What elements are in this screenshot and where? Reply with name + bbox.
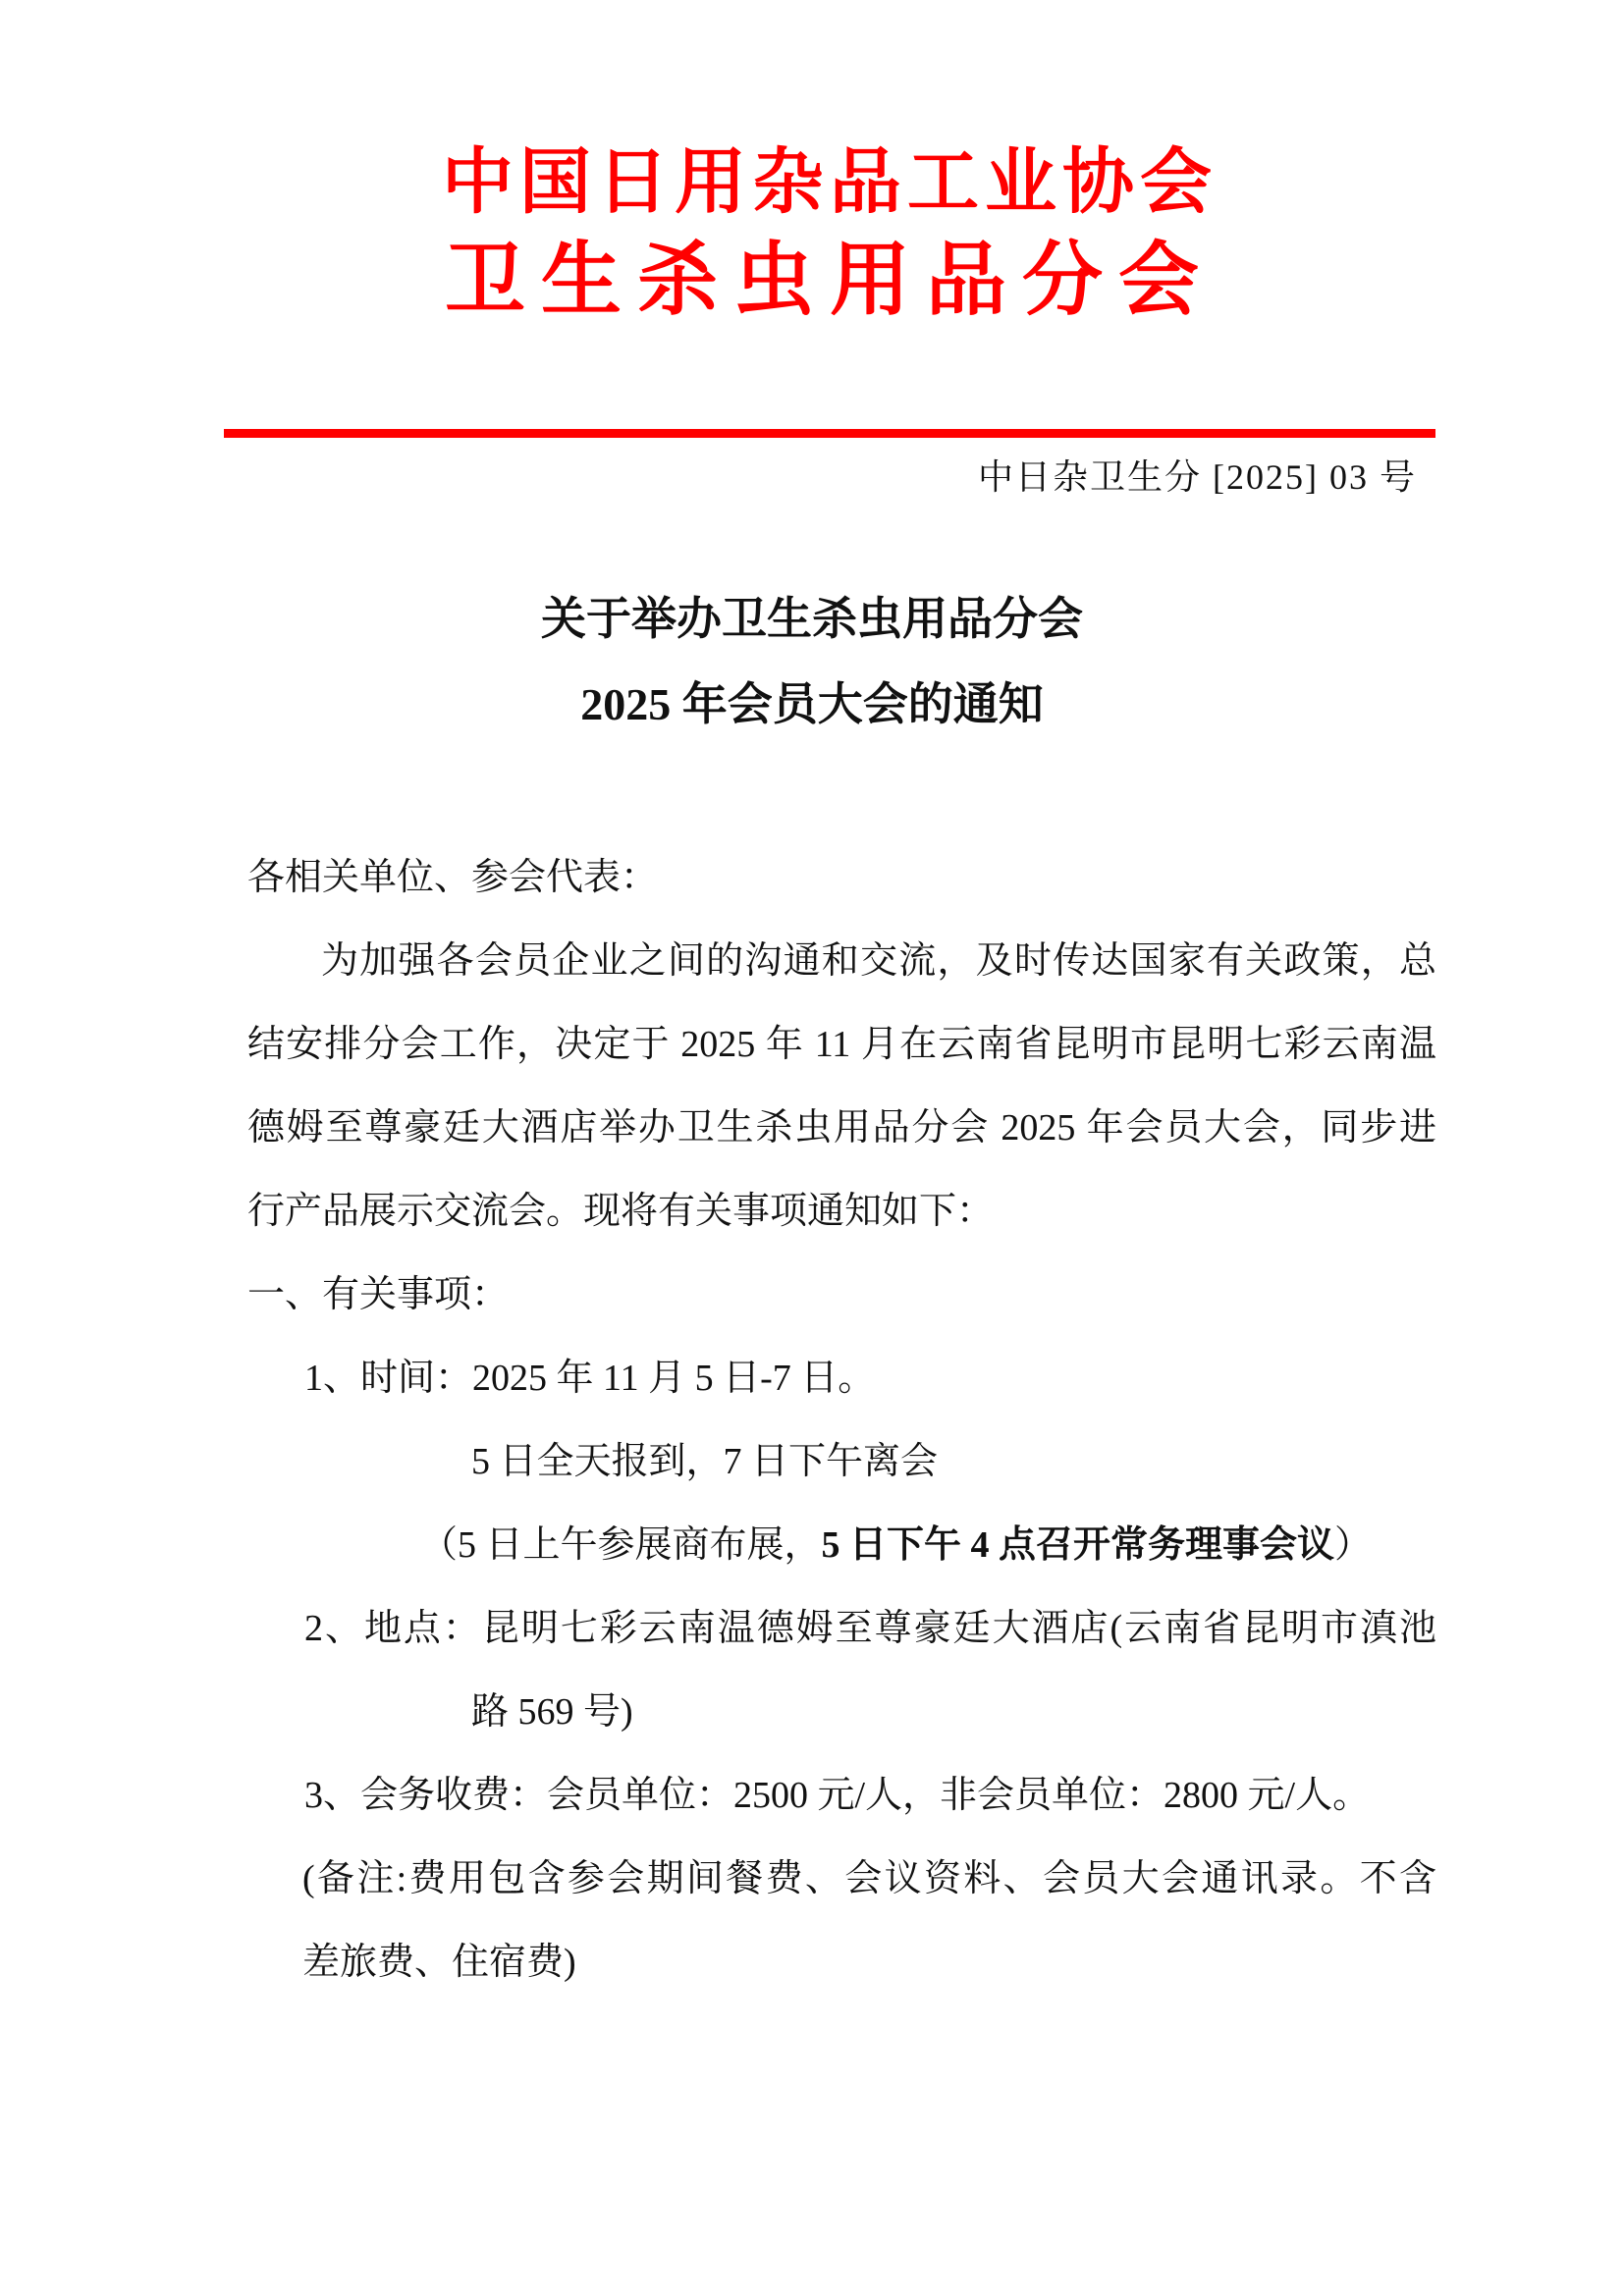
section1-heading: 一、有关事项： xyxy=(247,1274,510,1315)
letterhead-red-rule xyxy=(224,429,1435,438)
item1-time-line: 1、时间：2025 年 11 月 5 日-7 日。 xyxy=(304,1358,876,1399)
paragraph1-line1: 为加强各会员企业之间的沟通和交流，及时传达国家有关政策，总 xyxy=(321,940,1436,982)
paragraph1-line3: 德姆至尊豪廷大酒店举办卫生杀虫用品分会 2025 年会员大会，同步进 xyxy=(247,1107,1436,1148)
document-number: 中日杂卫生分 [2025] 03 号 xyxy=(978,457,1417,497)
paragraph1-line2: 结安排分会工作，决定于 2025 年 11 月在云南省昆明市昆明七彩云南温 xyxy=(247,1024,1436,1065)
paragraph1-line4: 行产品展示交流会。现将有关事项通知如下： xyxy=(247,1191,995,1232)
item2-location-line1: 2、地点：昆明七彩云南温德姆至尊豪廷大酒店(云南省昆明市滇池 xyxy=(304,1608,1436,1649)
item1-sub-line2-prefix: （5 日上午参展商布展， xyxy=(420,1524,822,1566)
salutation-line: 各相关单位、参会代表： xyxy=(247,857,659,898)
item3-fee-line: 3、会务收费：会员单位：2500 元/人，非会员单位：2800 元/人。 xyxy=(304,1775,1371,1816)
letterhead-org-name-line1: 中国日用杂品工业协会 xyxy=(442,142,1218,222)
item2-location-line2: 路 569 号) xyxy=(471,1691,633,1733)
note-line2: 差旅费、住宿费) xyxy=(302,1942,576,1983)
notice-title-line1: 关于举办卫生杀虫用品分会 xyxy=(541,594,1083,644)
item1-sub-line1: 5 日全天报到，7 日下午离会 xyxy=(471,1441,939,1482)
note-line1: (备注:费用包含参会期间餐费、会议资料、会员大会通讯录。不含 xyxy=(302,1858,1436,1899)
item1-sub-line2 xyxy=(420,1521,1372,1570)
letterhead-org-name-line2: 卫生杀虫用品分会 xyxy=(444,236,1215,325)
item1-sub-line2-bold-segment: 5 日下午 4 点召开常务理事会议 xyxy=(821,1524,1335,1566)
item1-sub-line2-suffix: ） xyxy=(1334,1524,1373,1566)
notice-title-line2: 2025 年会员大会的通知 xyxy=(580,679,1044,729)
